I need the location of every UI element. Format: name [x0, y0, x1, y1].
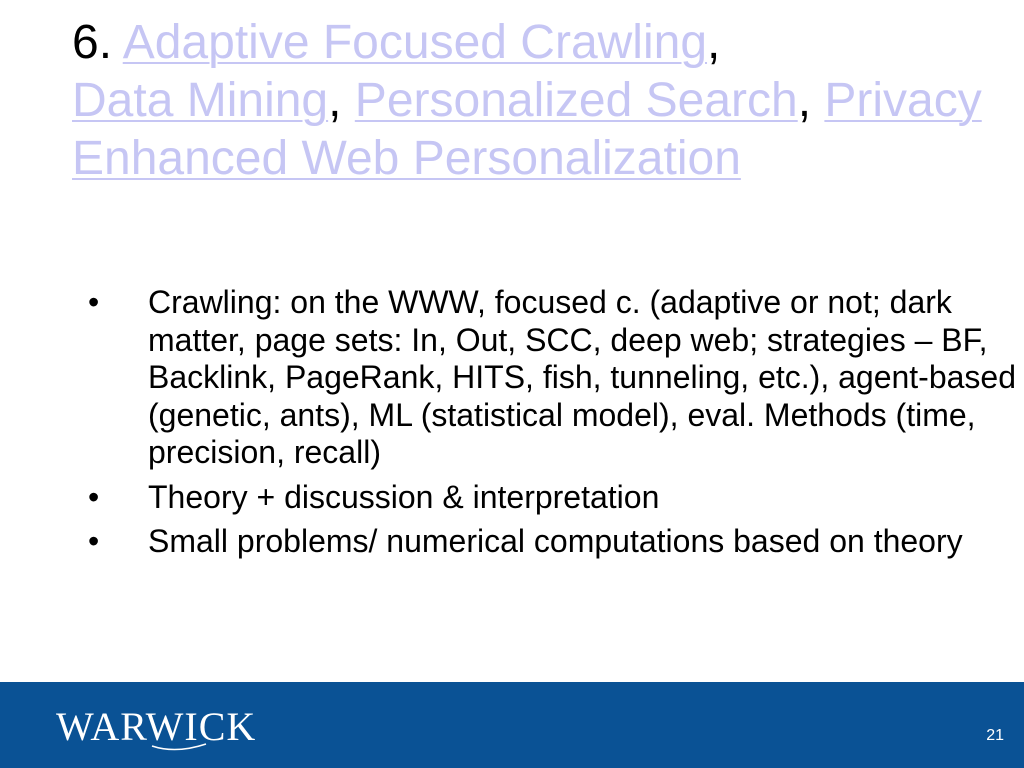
- link-adaptive-focused-crawling[interactable]: Adaptive Focused Crawling: [122, 16, 708, 69]
- title-separator: ,: [707, 16, 721, 69]
- bullet-item: [88, 523, 1018, 561]
- bullet-item: [88, 284, 1018, 472]
- bullet-text: Crawling: on the WWW, focused c. (adaptive or not; dark matter, page sets: In, Out, SCC, deep web; strategies – BF, Backlink, PageRank, HITS, fish, tunneling, etc.), agent-based (genetic, ants), ML (statistical model), eval. Methods (time, precision, recall): [148, 284, 1017, 470]
- title-separator: ,: [797, 74, 825, 127]
- title-separator: ,: [328, 74, 355, 127]
- bullet-text: Small problems/ numerical computations based on theory: [148, 523, 963, 559]
- bullet-text: Theory + discussion & interpretation: [148, 478, 660, 515]
- bullet-list: [88, 284, 1018, 568]
- warwick-logo: [56, 702, 286, 752]
- bullet-item: [88, 479, 1018, 517]
- link-privacy-enhanced-web-personalization[interactable]: Privacy Enhanced Web Personalization: [72, 74, 982, 185]
- bullet-dot: •: [88, 523, 100, 559]
- link-personalized-search[interactable]: Personalized Search: [354, 74, 798, 127]
- page-number: 21: [986, 727, 1004, 744]
- link-data-mining[interactable]: Data Mining: [72, 74, 329, 127]
- warwick-logo-text: WARWICK: [56, 704, 257, 749]
- title-number: 6.: [72, 16, 123, 69]
- bullet-dot: •: [88, 284, 100, 320]
- bullet-dot: •: [88, 478, 100, 515]
- footer-bar: [0, 682, 1024, 768]
- slide-title: [72, 14, 1002, 188]
